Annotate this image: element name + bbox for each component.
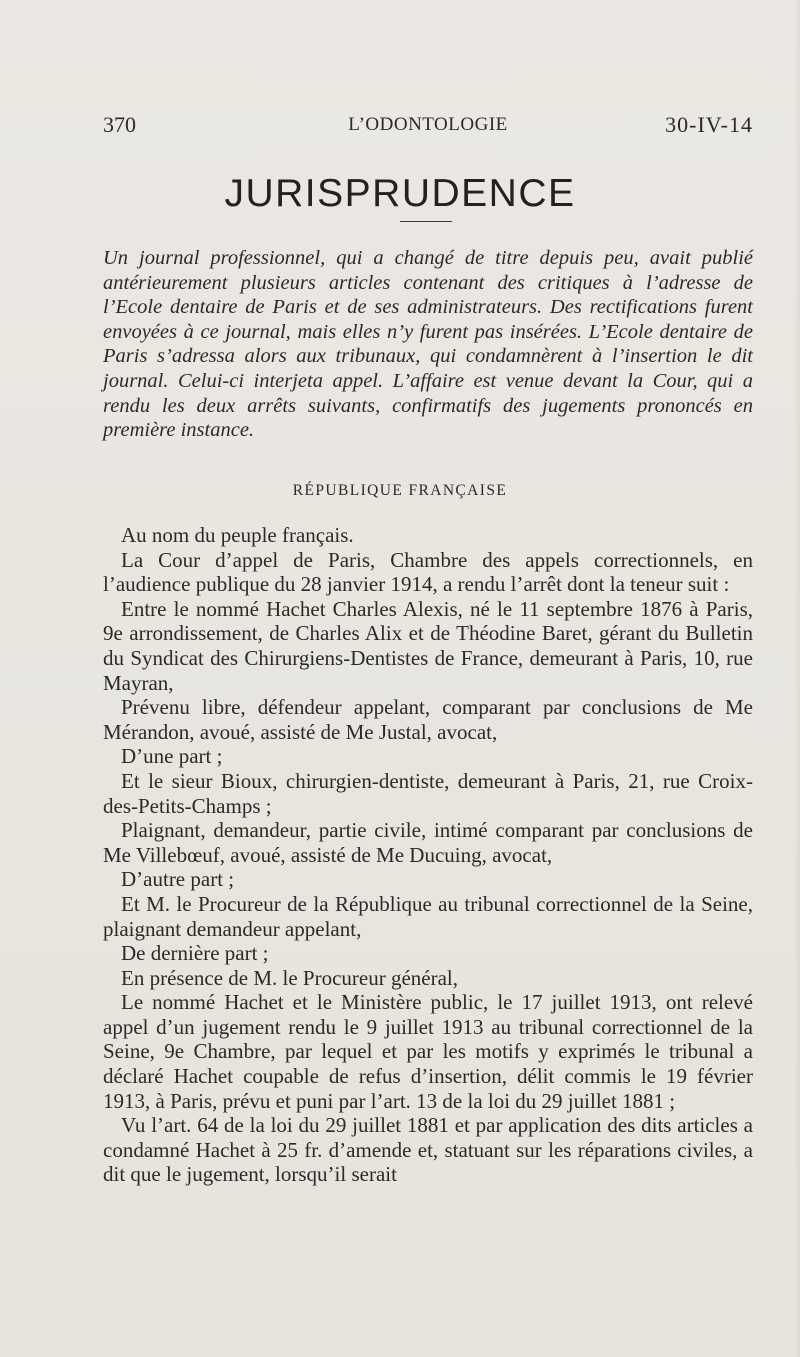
section-title: JURISPRUDENCE — [224, 172, 576, 215]
page-number: 370 — [103, 112, 136, 137]
paragraph: Au nom du peuple français. — [121, 523, 354, 547]
paragraph: La Cour d’appel de Paris, Chambre des appels correctionnels, en l’audience publique du 28 janvier 1914, a rendu l’arrêt dont la teneur suit : — [103, 547, 753, 597]
title-rule — [400, 221, 452, 222]
intro-paragraph: Un journal professionnel, qui a changé de titre depuis peu, avait publié antérieurement plusieurs articles contenant des critiques à l’adresse de l’Ecole dentaire de Paris et de ses administrateurs. Des rectifications furent envoyées à ce journal, mais elles n’y furent pas insérées. L’Ecole dentaire de Paris s’adressa alors aux tribunaux, qui condamnèrent à l’insertion le dit journal. Celui-ci interjeta appel. L’affaire est venue devant la Cour, qui a rendu les deux arrêts suivants, confirmatifs des jugements prononcés en première instance. — [103, 247, 753, 442]
paragraph: Entre le nommé Hachet Charles Alexis, né le 11 septembre 1876 à Paris, 9e arrondissement, de Charles Alix et de Théodine Baret, gérant du Bulletin du Syndicat des Chirurgiens-Dentistes de France, demeurant à Paris, 10, rue Mayran, — [103, 596, 753, 695]
paragraph: Vu l’art. 64 de la loi du 29 juillet 1881 et par application des dits articles a condamné Hachet à 25 fr. d’amende et, statuant sur les réparations civiles, a dit que le jugement, lorsqu’il serait — [103, 1113, 753, 1187]
paragraph: En présence de M. le Procureur général, — [121, 965, 459, 990]
issue-date: 30-IV-14 — [665, 112, 753, 137]
paragraph: D’une part ; — [121, 744, 223, 769]
paragraph: Prévenu libre, défendeur appelant, comparant par conclusions de Me Mérandon, avoué, assisté de Me Justal, avocat, — [103, 695, 753, 744]
paragraph: Le nommé Hachet et le Ministère public, le 17 juillet 1913, ont relevé appel d’un jugement rendu le 9 juillet 1913 au tribunal correctionnel de la Seine, 9e Chambre, par lequel et par les motifs y exprimés le tribunal a déclaré Hachet coupable de refus d’insertion, délit commis le 19 février 1913, à Paris, prévu et puni par l’art. 13 de la loi du 29 juillet 1881 ; — [103, 990, 753, 1113]
republique-heading: RÉPUBLIQUE FRANÇAISE — [292, 482, 508, 499]
paragraph: Plaignant, demandeur, partie civile, intimé comparant par conclusions de Me Villebœuf, avoué, assisté de Me Ducuing, avocat, — [103, 818, 753, 867]
running-header — [103, 112, 753, 142]
page-edge-shadow — [794, 0, 800, 1357]
journal-title: L’ODONTOLOGIE — [348, 114, 508, 135]
paragraph: Et le sieur Bioux, chirurgien-dentiste, demeurant à Paris, 21, rue Croix-des-Petits-Champs ; — [103, 768, 753, 818]
paragraph: De dernière part ; — [121, 941, 269, 966]
judgment-text — [103, 523, 753, 1187]
paragraph: Et M. le Procureur de la République au tribunal correctionnel de la Seine, plaignant demandeur appelant, — [103, 891, 753, 941]
paragraph: D’autre part ; — [121, 867, 235, 892]
